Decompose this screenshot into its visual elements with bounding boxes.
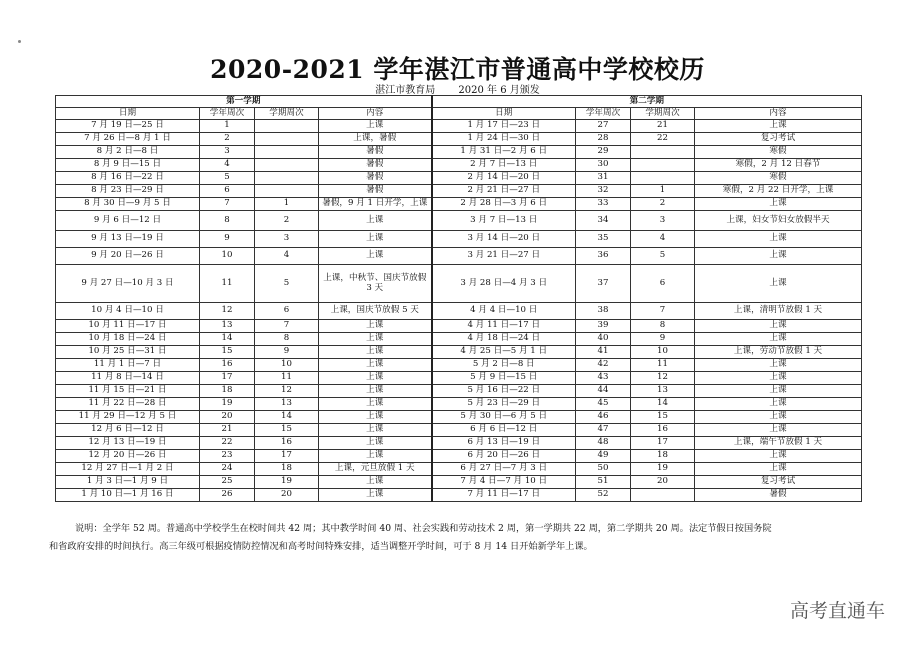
year-week-cell: 36 (576, 248, 631, 265)
term-week-cell: 1 (631, 185, 695, 198)
term-week-cell: 10 (631, 346, 695, 359)
year-week-cell: 35 (576, 231, 631, 248)
year-week-cell: 40 (576, 333, 631, 346)
term-week-cell: 17 (631, 437, 695, 450)
date-cell: 8 月 2 日—8 日 (56, 146, 200, 159)
calendar-row (56, 372, 862, 385)
year-week-cell: 7 (200, 198, 255, 211)
term-week-cell: 6 (255, 303, 319, 320)
content-cell: 上课 (695, 463, 862, 476)
content-cell: 上课 (319, 489, 432, 502)
year-week-cell: 14 (200, 333, 255, 346)
header-date: 日期 (56, 108, 200, 120)
date-cell: 7 月 11 日—17 日 (432, 489, 576, 502)
year-week-cell: 39 (576, 320, 631, 333)
year-week-cell: 11 (200, 265, 255, 303)
year-week-cell: 30 (576, 159, 631, 172)
content-cell: 上课 (695, 265, 862, 303)
content-cell: 上课 (695, 450, 862, 463)
content-cell: 上课 (319, 248, 432, 265)
date-cell: 9 月 6 日—12 日 (56, 211, 200, 231)
year-week-cell: 24 (200, 463, 255, 476)
calendar-row (56, 411, 862, 424)
term-week-cell: 5 (631, 248, 695, 265)
calendar-row (56, 120, 862, 133)
term-week-cell: 21 (631, 120, 695, 133)
semester-header-row (56, 96, 862, 108)
term-week-cell: 7 (255, 320, 319, 333)
document-title: 2020-2021 学年湛江市普通高中学校校历 (210, 55, 705, 84)
term-week-cell (631, 146, 695, 159)
date-cell: 1 月 17 日—23 日 (432, 120, 576, 133)
content-cell: 暑假 (319, 172, 432, 185)
term-week-cell: 15 (255, 424, 319, 437)
scan-speck (18, 40, 21, 43)
year-week-cell: 16 (200, 359, 255, 372)
calendar-row (56, 489, 862, 502)
content-cell: 上课，元旦放假 1 天 (319, 463, 432, 476)
year-week-cell: 42 (576, 359, 631, 372)
calendar-row (56, 333, 862, 346)
date-cell: 3 月 28 日—4 月 3 日 (432, 265, 576, 303)
term-week-cell: 16 (255, 437, 319, 450)
date-cell: 5 月 16 日—22 日 (432, 385, 576, 398)
date-cell: 6 月 20 日—26 日 (432, 450, 576, 463)
content-cell: 上课 (319, 359, 432, 372)
issuer: 湛江市教育局 (375, 85, 436, 96)
date-cell: 4 月 18 日—24 日 (432, 333, 576, 346)
term-week-cell: 12 (631, 372, 695, 385)
explanation-note (49, 520, 885, 556)
date-cell: 6 月 27 日—7 月 3 日 (432, 463, 576, 476)
calendar-row (56, 424, 862, 437)
year-week-cell: 19 (200, 398, 255, 411)
content-cell: 暑假 (695, 489, 862, 502)
year-week-cell: 22 (200, 437, 255, 450)
date-cell: 1 月 31 日—2 月 6 日 (432, 146, 576, 159)
calendar-row (56, 450, 862, 463)
term-week-cell (255, 133, 319, 146)
date-cell: 11 月 8 日—14 日 (56, 372, 200, 385)
calendar-row (56, 159, 862, 172)
date-cell: 2 月 7 日—13 日 (432, 159, 576, 172)
date-cell: 5 月 9 日—15 日 (432, 372, 576, 385)
calendar-row (56, 146, 862, 159)
content-cell: 上课，中秋节、国庆节放假 3 天 (319, 265, 432, 303)
content-cell: 寒假，2 月 22 日开学，上课 (695, 185, 862, 198)
date-cell: 8 月 9 日—15 日 (56, 159, 200, 172)
term-week-cell: 22 (631, 133, 695, 146)
content-cell: 暑假，9 月 1 日开学，上课 (319, 198, 432, 211)
date-cell: 8 月 23 日—29 日 (56, 185, 200, 198)
year-week-cell: 12 (200, 303, 255, 320)
content-cell: 上课，暑假 (319, 133, 432, 146)
content-cell: 复习考试 (695, 476, 862, 489)
term-week-cell (631, 159, 695, 172)
term-week-cell: 1 (255, 198, 319, 211)
calendar-row (56, 359, 862, 372)
date-cell: 7 月 19 日—25 日 (56, 120, 200, 133)
date-cell: 10 月 11 日—17 日 (56, 320, 200, 333)
content-cell: 上课 (695, 424, 862, 437)
date-cell: 7 月 26 日—8 月 1 日 (56, 133, 200, 146)
date-cell: 10 月 4 日—10 日 (56, 303, 200, 320)
term-week-cell: 11 (631, 359, 695, 372)
school-calendar-table (55, 95, 862, 502)
content-cell: 上课 (319, 320, 432, 333)
year-week-cell: 1 (200, 120, 255, 133)
content-cell: 上课，妇女节妇女放假半天 (695, 211, 862, 231)
date-cell: 11 月 29 日—12 月 5 日 (56, 411, 200, 424)
content-cell: 上课 (319, 346, 432, 359)
term-week-cell (255, 159, 319, 172)
content-cell: 上课 (695, 320, 862, 333)
calendar-row (56, 185, 862, 198)
year-week-cell: 51 (576, 476, 631, 489)
date-cell: 4 月 25 日—5 月 1 日 (432, 346, 576, 359)
term-week-cell (255, 146, 319, 159)
date-cell: 9 月 20 日—26 日 (56, 248, 200, 265)
calendar-row (56, 398, 862, 411)
term-week-cell (631, 172, 695, 185)
content-cell: 上课 (695, 398, 862, 411)
term-week-cell: 7 (631, 303, 695, 320)
term-week-cell: 3 (255, 231, 319, 248)
year-week-cell: 44 (576, 385, 631, 398)
year-week-cell: 6 (200, 185, 255, 198)
term-week-cell: 16 (631, 424, 695, 437)
calendar-row (56, 346, 862, 359)
content-cell: 寒假 (695, 146, 862, 159)
content-cell: 上课 (695, 359, 862, 372)
content-cell: 上课 (695, 372, 862, 385)
content-cell: 上课 (319, 372, 432, 385)
semester2-label: 第二学期 (432, 96, 862, 108)
content-cell: 寒假，2 月 12 日春节 (695, 159, 862, 172)
header-content: 内容 (695, 108, 862, 120)
content-cell: 上课，国庆节放假 5 天 (319, 303, 432, 320)
year-week-cell: 13 (200, 320, 255, 333)
date-cell: 4 月 11 日—17 日 (432, 320, 576, 333)
date-cell: 6 月 13 日—19 日 (432, 437, 576, 450)
calendar-row (56, 133, 862, 146)
year-week-cell: 52 (576, 489, 631, 502)
date-cell: 12 月 20 日—26 日 (56, 450, 200, 463)
header-year-week: 学年周次 (576, 108, 631, 120)
year-week-cell: 23 (200, 450, 255, 463)
content-cell: 上课 (319, 398, 432, 411)
content-cell: 上课 (695, 248, 862, 265)
content-cell: 上课 (319, 385, 432, 398)
year-week-cell: 9 (200, 231, 255, 248)
year-week-cell: 18 (200, 385, 255, 398)
calendar-body (56, 120, 862, 502)
term-week-cell: 9 (631, 333, 695, 346)
year-week-cell: 33 (576, 198, 631, 211)
year-week-cell: 43 (576, 372, 631, 385)
watermark-logo-text: 高考直通车 (789, 600, 885, 622)
date-cell: 5 月 30 日—6 月 5 日 (432, 411, 576, 424)
semester1-label: 第一学期 (56, 96, 432, 108)
content-cell: 暑假 (319, 146, 432, 159)
term-week-cell: 14 (631, 398, 695, 411)
term-week-cell: 3 (631, 211, 695, 231)
date-cell: 1 月 24 日—30 日 (432, 133, 576, 146)
content-cell: 寒假 (695, 172, 862, 185)
year-week-cell: 38 (576, 303, 631, 320)
year-week-cell: 8 (200, 211, 255, 231)
year-week-cell: 21 (200, 424, 255, 437)
calendar-row (56, 303, 862, 320)
calendar-row (56, 437, 862, 450)
date-cell: 10 月 18 日—24 日 (56, 333, 200, 346)
calendar-row (56, 211, 862, 231)
date-cell: 1 月 3 日—1 月 9 日 (56, 476, 200, 489)
date-cell: 3 月 7 日—13 日 (432, 211, 576, 231)
content-cell: 上课 (695, 333, 862, 346)
date-cell: 7 月 4 日—7 月 10 日 (432, 476, 576, 489)
term-week-cell: 12 (255, 385, 319, 398)
date-cell: 4 月 4 日—10 日 (432, 303, 576, 320)
date-cell: 12 月 13 日—19 日 (56, 437, 200, 450)
term-week-cell: 10 (255, 359, 319, 372)
content-cell: 暑假 (319, 185, 432, 198)
issue-date: 2020 年 6 月颁发 (458, 85, 540, 96)
calendar-row (56, 320, 862, 333)
term-week-cell: 2 (631, 198, 695, 211)
content-cell: 上课 (695, 120, 862, 133)
term-week-cell: 8 (631, 320, 695, 333)
term-week-cell (255, 120, 319, 133)
year-week-cell: 27 (576, 120, 631, 133)
year-week-cell: 32 (576, 185, 631, 198)
content-cell: 上课，劳动节放假 1 天 (695, 346, 862, 359)
date-cell: 12 月 6 日—12 日 (56, 424, 200, 437)
date-cell: 3 月 21 日—27 日 (432, 248, 576, 265)
term-week-cell: 4 (255, 248, 319, 265)
year-week-cell: 37 (576, 265, 631, 303)
term-week-cell: 17 (255, 450, 319, 463)
date-cell: 9 月 27 日—10 月 3 日 (56, 265, 200, 303)
content-cell: 上课 (319, 450, 432, 463)
content-cell: 上课 (319, 476, 432, 489)
year-week-cell: 49 (576, 450, 631, 463)
calendar-row (56, 231, 862, 248)
calendar-row (56, 248, 862, 265)
date-cell: 11 月 22 日—28 日 (56, 398, 200, 411)
content-cell: 上课，清明节放假 1 天 (695, 303, 862, 320)
content-cell: 上课 (319, 211, 432, 231)
term-week-cell: 4 (631, 231, 695, 248)
term-week-cell: 5 (255, 265, 319, 303)
year-week-cell: 46 (576, 411, 631, 424)
date-cell: 2 月 21 日—27 日 (432, 185, 576, 198)
date-cell: 1 月 10 日—1 月 16 日 (56, 489, 200, 502)
year-week-cell: 4 (200, 159, 255, 172)
term-week-cell: 19 (631, 463, 695, 476)
year-week-cell: 31 (576, 172, 631, 185)
date-cell: 5 月 2 日—8 日 (432, 359, 576, 372)
year-week-cell: 26 (200, 489, 255, 502)
year-week-cell: 28 (576, 133, 631, 146)
header-content: 内容 (319, 108, 432, 120)
term-week-cell: 20 (631, 476, 695, 489)
term-week-cell: 13 (631, 385, 695, 398)
issuer-line (0, 81, 915, 96)
content-cell: 上课 (695, 385, 862, 398)
year-week-cell: 47 (576, 424, 631, 437)
year-week-cell: 45 (576, 398, 631, 411)
term-week-cell: 6 (631, 265, 695, 303)
term-week-cell: 11 (255, 372, 319, 385)
term-week-cell: 2 (255, 211, 319, 231)
date-cell: 8 月 16 日—22 日 (56, 172, 200, 185)
content-cell: 复习考试 (695, 133, 862, 146)
term-week-cell: 15 (631, 411, 695, 424)
year-week-cell: 50 (576, 463, 631, 476)
calendar-row (56, 265, 862, 303)
calendar-row (56, 385, 862, 398)
year-week-cell: 10 (200, 248, 255, 265)
calendar-row (56, 463, 862, 476)
header-date: 日期 (432, 108, 576, 120)
term-week-cell: 18 (255, 463, 319, 476)
year-week-cell: 34 (576, 211, 631, 231)
year-week-cell: 3 (200, 146, 255, 159)
content-cell: 暑假 (319, 159, 432, 172)
content-cell: 上课 (319, 120, 432, 133)
year-week-cell: 29 (576, 146, 631, 159)
term-week-cell: 9 (255, 346, 319, 359)
year-week-cell: 48 (576, 437, 631, 450)
year-week-cell: 5 (200, 172, 255, 185)
content-cell: 上课 (319, 437, 432, 450)
content-cell: 上课 (319, 424, 432, 437)
note-line-2: 和省政府安排的时间执行。高三年级可根据疫情防控情况和高考时间特殊安排，适当调整开学时间，可于 8 月 14 日开始新学年上课。 (49, 541, 593, 552)
header-year-week: 学年周次 (200, 108, 255, 120)
content-cell: 上课 (695, 198, 862, 211)
date-cell: 9 月 13 日—19 日 (56, 231, 200, 248)
date-cell: 11 月 15 日—21 日 (56, 385, 200, 398)
header-term-week: 学期周次 (631, 108, 695, 120)
date-cell: 10 月 25 日—31 日 (56, 346, 200, 359)
term-week-cell (631, 489, 695, 502)
content-cell: 上课 (319, 411, 432, 424)
column-header-row (56, 108, 862, 120)
term-week-cell: 8 (255, 333, 319, 346)
term-week-cell (255, 185, 319, 198)
term-week-cell: 14 (255, 411, 319, 424)
content-cell: 上课 (319, 333, 432, 346)
year-week-cell: 17 (200, 372, 255, 385)
content-cell: 上课，端午节放假 1 天 (695, 437, 862, 450)
term-week-cell (255, 172, 319, 185)
date-cell: 6 月 6 日—12 日 (432, 424, 576, 437)
calendar-row (56, 172, 862, 185)
year-week-cell: 2 (200, 133, 255, 146)
calendar-row (56, 476, 862, 489)
header-term-week: 学期周次 (255, 108, 319, 120)
year-week-cell: 15 (200, 346, 255, 359)
year-week-cell: 25 (200, 476, 255, 489)
term-week-cell: 20 (255, 489, 319, 502)
content-cell: 上课 (695, 231, 862, 248)
content-cell: 上课 (319, 231, 432, 248)
content-cell: 上课 (695, 411, 862, 424)
date-cell: 3 月 14 日—20 日 (432, 231, 576, 248)
date-cell: 12 月 27 日—1 月 2 日 (56, 463, 200, 476)
year-week-cell: 41 (576, 346, 631, 359)
year-week-cell: 20 (200, 411, 255, 424)
calendar-row (56, 198, 862, 211)
date-cell: 8 月 30 日—9 月 5 日 (56, 198, 200, 211)
date-cell: 2 月 28 日—3 月 6 日 (432, 198, 576, 211)
date-cell: 5 月 23 日—29 日 (432, 398, 576, 411)
date-cell: 2 月 14 日—20 日 (432, 172, 576, 185)
term-week-cell: 19 (255, 476, 319, 489)
term-week-cell: 13 (255, 398, 319, 411)
date-cell: 11 月 1 日—7 日 (56, 359, 200, 372)
note-line-1: 说明：全学年 52 周。普通高中学校学生在校时间共 42 周；其中教学时间 40 周、社会实践和劳动技术 2 周，第一学期共 22 周，第二学期共 20 周。法定节假日按国务院 (75, 523, 772, 534)
term-week-cell: 18 (631, 450, 695, 463)
